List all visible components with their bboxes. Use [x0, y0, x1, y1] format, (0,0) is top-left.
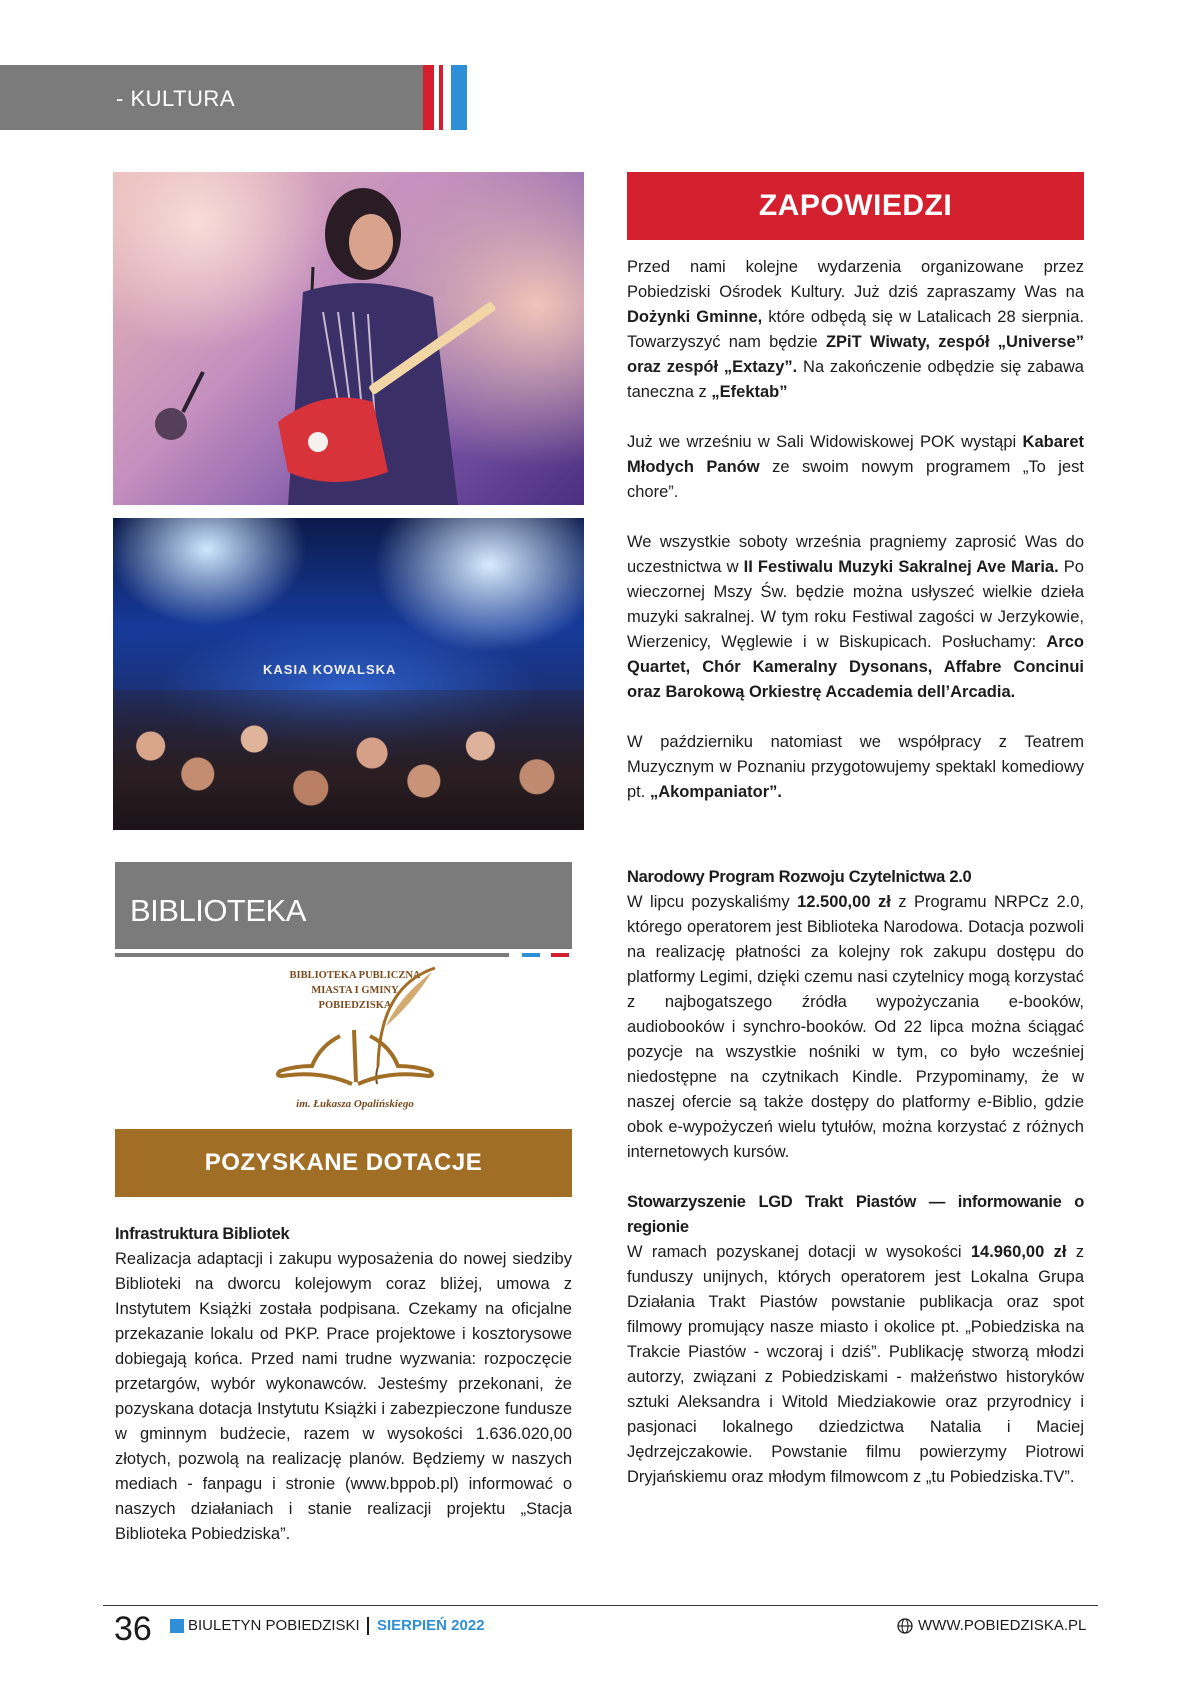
globe-icon: [897, 1618, 913, 1634]
bold-text-run: Kabaret Młodych Panów: [627, 433, 1084, 476]
singer-illustration: [113, 172, 584, 505]
zapowiedzi-paragraph-1: [627, 255, 1084, 405]
library-logo-line-2: MIASTA I GMINY: [311, 985, 399, 996]
bold-text-run: 12.500,00 zł: [797, 893, 891, 911]
biblioteka-blue-dash: [522, 953, 540, 957]
library-logo-patron: im. Łukasza Opalińskiego: [296, 1098, 414, 1110]
header-red-stripe-thin: [439, 65, 443, 130]
text-run: W ramach pozyskanej dotacji w wysokości: [627, 1243, 971, 1261]
text-run: z Programu NRPCz 2.0, którego operatorem jest Biblioteka Narodowa. Dotacja pozwoli na realizację płatności za kolejny rok zakupu dostępu do platformy Legimi, dzięki czemu nasi czytelnicy mogą korzystać z najbogatszego źródła wypożyczania e-booków, audiobooków i synchro-booków. Od 22 lipca można ściągać pozycje na wszystkie nośniki w tym, co było wcześniej niedostępne na czytnikach Kindle. Przypominamy, że w naszej ofercie są także dostępy do platformy e-Biblio, gdzie obok e-wypożyczeń wielu tytułów, można korzystać z różnych internetowych kursów.: [627, 893, 1085, 1161]
footer-blue-square: [170, 1619, 184, 1633]
text-run: W październiku natomiast we współpracy z Teatrem Muzycznym w Poznaniu przygotowujemy spektakl komediowy pt.: [627, 733, 1084, 801]
lgd-heading: Stowarzyszenie LGD Trakt Piastów — informowanie o regionie: [627, 1193, 1084, 1236]
nprc-heading: Narodowy Program Rozwoju Czytelnictwa 2.0: [627, 868, 972, 886]
text-run: które odbędą się w Latalicach 28 sierpnia. Towarzyszyć nam będzie: [627, 308, 1084, 351]
section-label: - KULTURA: [116, 86, 235, 111]
concert-photo-crowd: [113, 518, 584, 830]
bold-text-run: Dożynki Gminne,: [627, 308, 763, 326]
biblioteka-underline: [115, 953, 509, 957]
text-run: z funduszy unijnych, których operatorem jest Lokalna Grupa Działania Trakt Piastów powstanie publikacja oraz spot filmowy promujący nasze miasto i okolice pt. „Pobiedziska na Trakcie Piastów - wczoraj i dziś”. Publikację stworzą młodzi autorzy, związani z Pobiedziskami - małżeństwo historyków sztuki Aleksandra i Witold Miedziakowie oraz przyrodnicy i pasjonaci lokalnego dziedzictwa Natalia i Maciej Jędrzejczakowie. Powstanie filmu powierzymy Piotrowi Dryjańskiemu oraz młodym filmowcom z „tu Pobiedziska.TV”.: [627, 1243, 1084, 1486]
infrastruktura-article: [115, 1222, 572, 1547]
footer-issue-date: SIERPIEŃ 2022: [377, 1617, 485, 1634]
bold-text-run: „Akompaniator”.: [649, 783, 782, 801]
bold-text-run: II Festiwalu Muzyki Sakralnej Ave Maria.: [743, 558, 1059, 576]
lgd-body: [627, 1240, 1084, 1490]
zapowiedzi-paragraph-3: [627, 530, 1084, 705]
library-logo: [260, 966, 450, 1116]
bold-text-run: Arco Quartet, Chór Kameralny Dysonans, Affabre Concinui oraz Barokową Orkiestrę Accademia dell’Arcadia.: [627, 633, 1084, 701]
footer-separator: [367, 1617, 369, 1635]
library-logo-line-1: BIBLIOTEKA PUBLICZNA: [289, 970, 421, 981]
zapowiedzi-paragraph-4: [627, 730, 1084, 805]
infrastruktura-heading: Infrastruktura Bibliotek: [115, 1225, 290, 1243]
biblioteka-title: BIBLIOTEKA: [130, 893, 306, 928]
footer-publication-name: BIULETYN POBIEDZISKI: [188, 1617, 360, 1634]
text-run: Po wieczornej Mszy Św. będzie można usłyszeć wielkie dzieła muzyki sakralnej. W tym roku Festiwal zagości w Jerzykowie, Wierzenicy, Węglewie i w Biskupicach. Posłuchamy:: [627, 558, 1084, 651]
footer-website-link[interactable]: WWW.POBIEDZISKA.PL: [918, 1617, 1087, 1634]
text-run: Na zakończenie odbędzie się zabawa taneczna z: [627, 358, 1084, 401]
biblioteka-red-dash: [551, 953, 569, 957]
text-run: Przed nami kolejne wydarzenia organizowane przez Pobiedziski Ośrodek Kultury. Już dziś zapraszamy Was na: [627, 258, 1084, 301]
header-red-stripe: [423, 65, 434, 130]
infrastruktura-body: Realizacja adaptacji i zakupu wyposażenia do nowej siedziby Biblioteki na dworcu kolejowym coraz bliżej, umowa z Instytutem Książki została podpisana. Czekamy na oficjalne przekazanie lokalu od PKP. Prace projektowe i kosztorysowe dobiegają końca. Przed nami trudne wyzwania: rozpoczęcie przetargów, wybór wykonawców. Jesteśmy przekonani, że pozyskana dotacja Instytutu Książki i zabezpieczone fundusze w gminnym budżecie, razem w wysokości 1.636.020,00 złotych, pozwolą na realizację planów. Będziemy w naszych mediach - fanpagu i stronie (www.bppob.pl) informować o naszych działaniach i stanie realizacji projektu „Stacja Biblioteka Pobiedziska”.: [115, 1250, 572, 1543]
footer-rule: [103, 1605, 1098, 1606]
bold-text-run: 14.960,00 zł: [970, 1243, 1067, 1261]
crowd-silhouettes: [113, 690, 584, 830]
zapowiedzi-paragraph-2: [627, 430, 1084, 505]
stage-banner-text: KASIA KOWALSKA: [263, 662, 397, 677]
concert-photo-singer: [113, 172, 584, 505]
text-run: ze swoim nowym programem „To jest chore”.: [627, 458, 1084, 501]
library-logo-line-3: POBIEDZISKA: [318, 1000, 392, 1011]
nprc-body: [627, 890, 1084, 1165]
text-run: Już we wrześniu w Sali Widowiskowej POK wystąpi: [627, 433, 1023, 451]
dotacje-title: POZYSKANE DOTACJE: [204, 1149, 483, 1176]
zapowiedzi-article: [627, 255, 1084, 805]
bold-text-run: ZPiT Wiwaty, zespół „Universe” oraz zespół „Extazy”.: [627, 333, 1084, 376]
header-blue-stripe: [451, 65, 467, 130]
text-run: W lipcu pozyskaliśmy: [627, 893, 798, 911]
open-book-feather-icon: [260, 966, 450, 1096]
text-run: We wszystkie soboty września pragniemy zaprosić Was do uczestnictwa w: [627, 533, 1084, 576]
bold-text-run: „Efektab”: [711, 383, 788, 401]
zapowiedzi-title: ZAPOWIEDZI: [758, 189, 953, 222]
nprc-article: [627, 865, 1084, 1490]
page-number: 36: [114, 1610, 152, 1648]
